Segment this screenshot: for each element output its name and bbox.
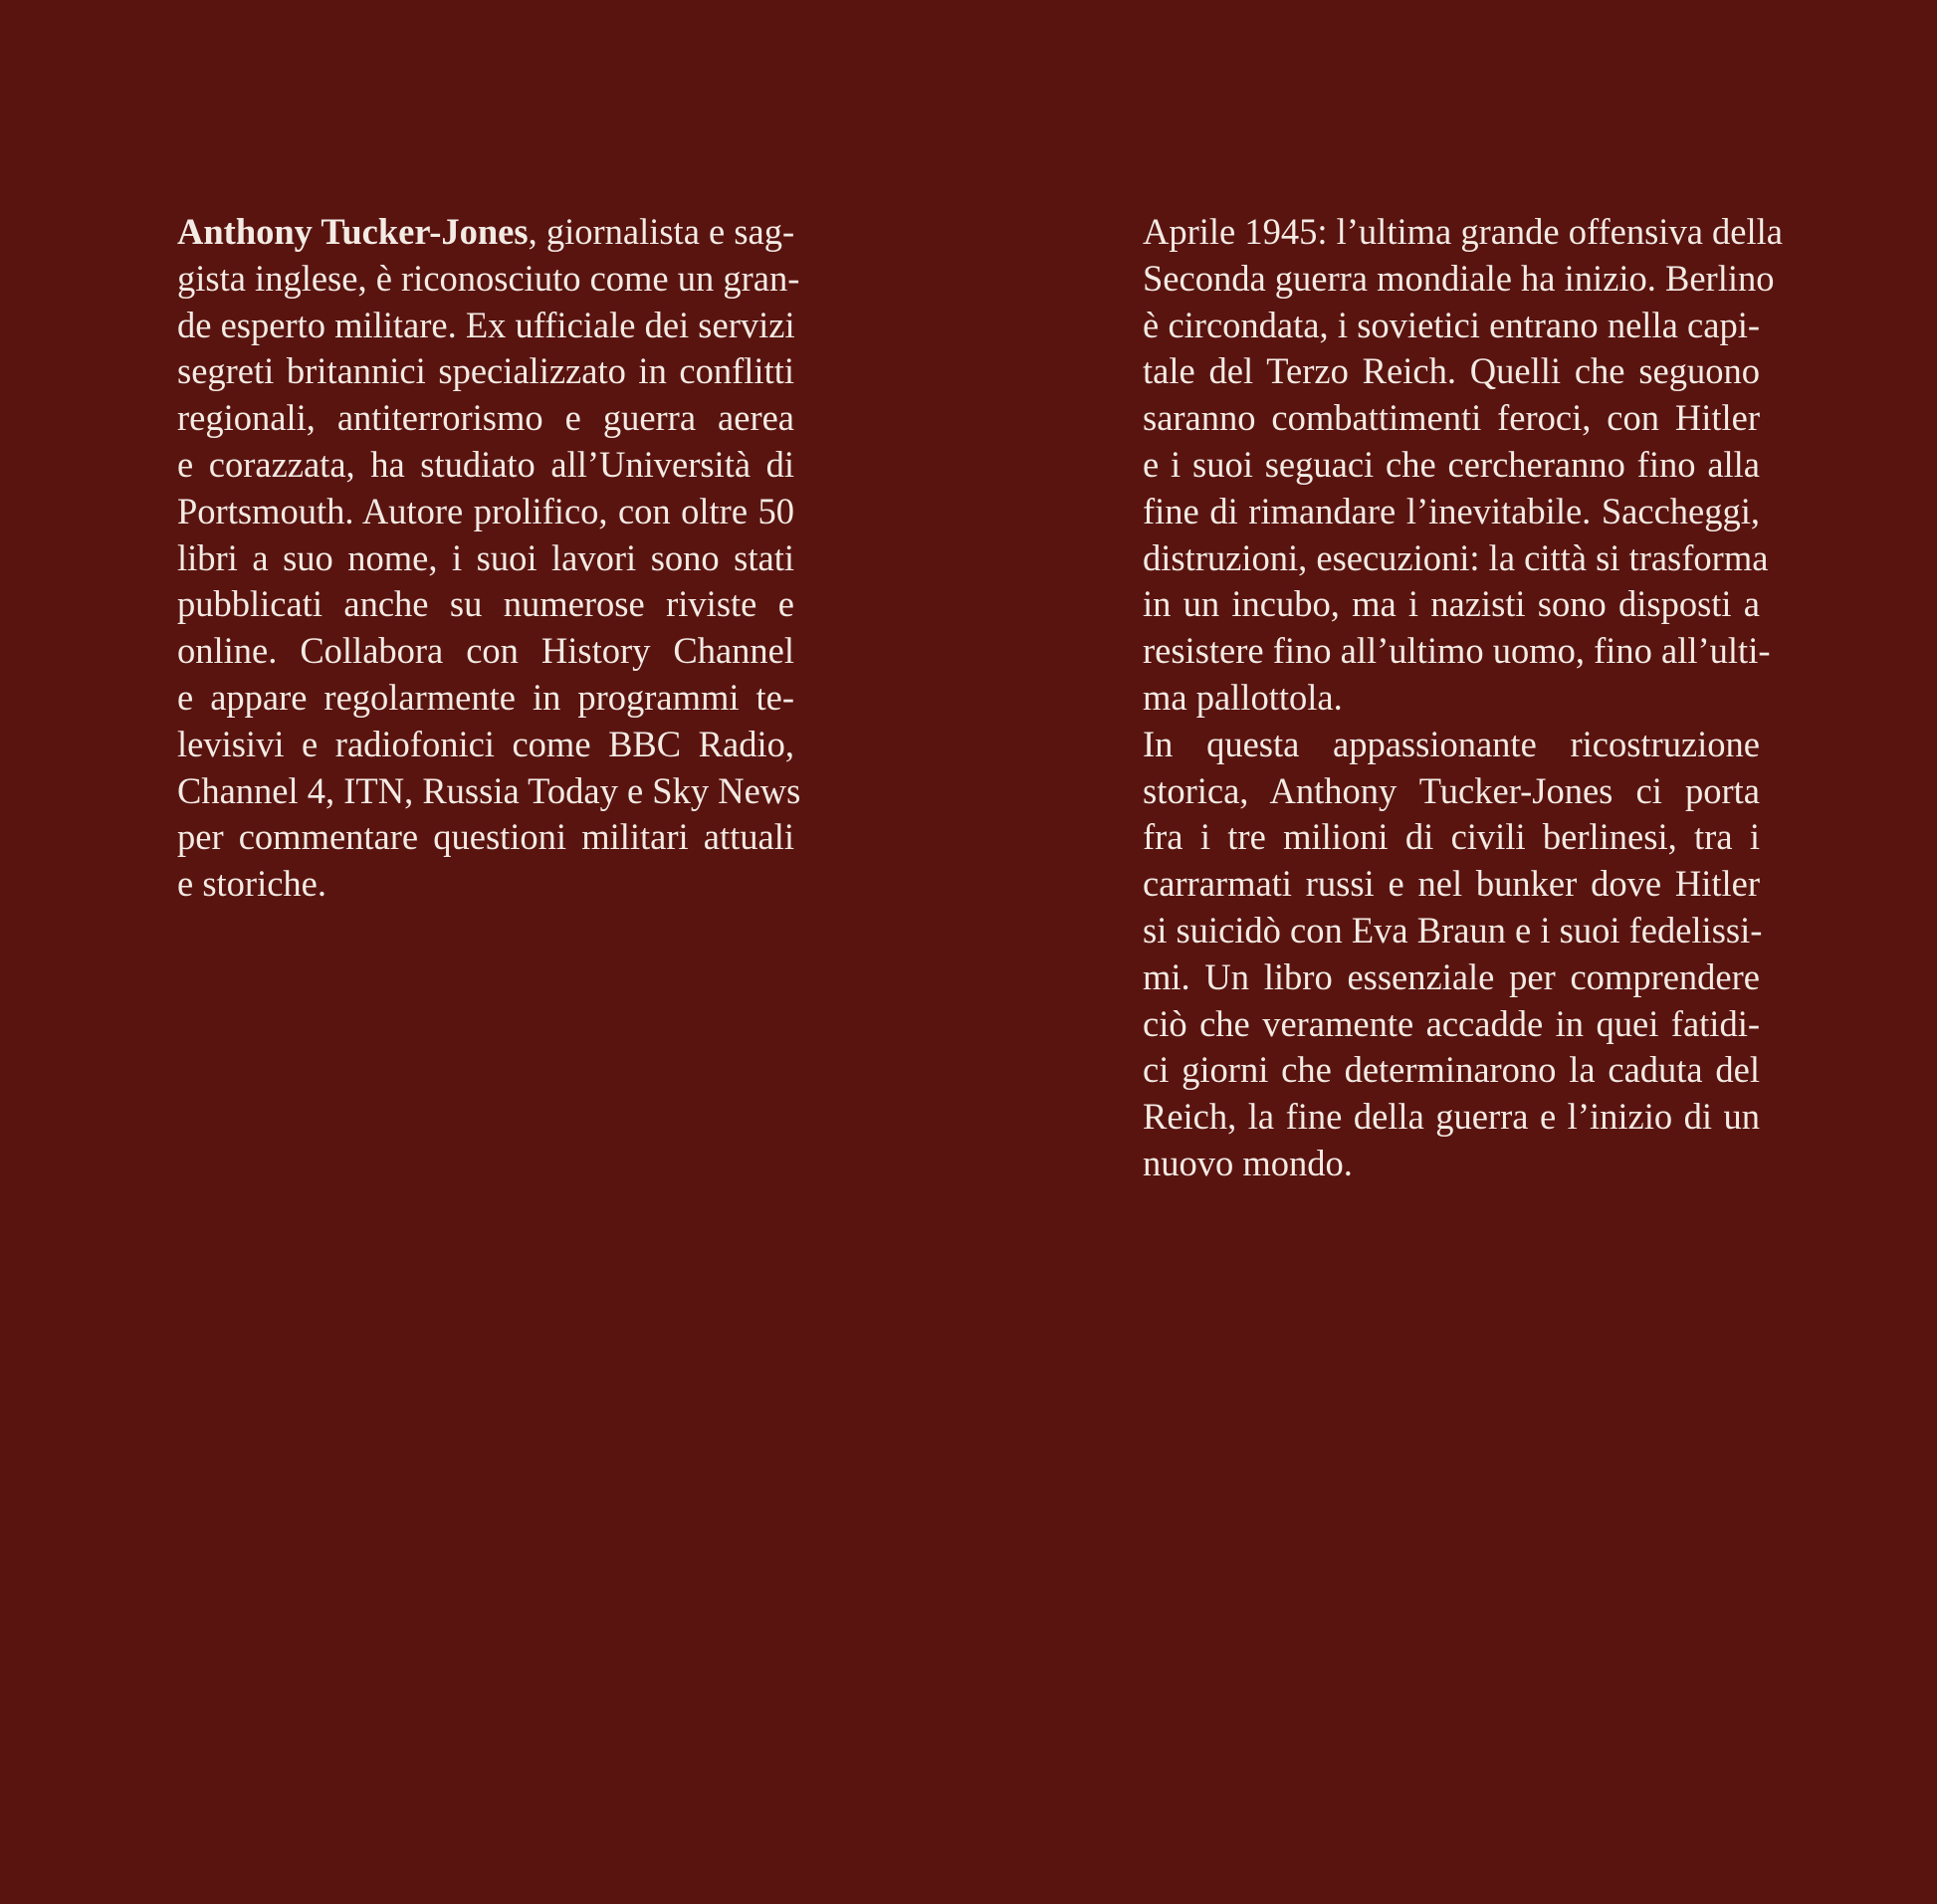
author-bio xyxy=(177,209,801,908)
blurb-line: tale del Terzo Reich. Quelli che seguono xyxy=(1143,350,1760,392)
blurb-line: Reich, la fine della guerra e l’inizio di un xyxy=(1143,1096,1760,1138)
blurb-line: fra i tre milioni di civili berlinesi, tra i xyxy=(1143,816,1760,858)
bio-line: e corazzata, ha studiato all’Università di xyxy=(177,443,794,485)
blurb-paragraph-2 xyxy=(1143,722,1763,1187)
bio-line: regionali, antiterrorismo e guerra aerea xyxy=(177,397,794,439)
bio-line: e storiche. xyxy=(177,863,326,905)
blurb-line: ma pallottola. xyxy=(1143,676,1343,718)
blurb-line: distruzioni, esecuzioni: la città si trasforma xyxy=(1143,536,1769,578)
bio-line: de esperto militare. Ex ufficiale dei servizi xyxy=(177,304,795,345)
bio-line: Channel 4, ITN, Russia Today e Sky News xyxy=(177,769,801,811)
book-blurb xyxy=(1143,209,1783,1187)
blurb-line: Aprile 1945: l’ultima grande offensiva della xyxy=(1143,211,1783,252)
blurb-line: resistere fino all’ultimo uomo, fino all’ulti- xyxy=(1143,630,1771,672)
blurb-line: fine di rimandare l’inevitabile. Saccheggi, xyxy=(1143,490,1760,531)
author-name: Anthony Tucker-Jones xyxy=(177,211,529,252)
bio-line: Portsmouth. Autore prolifico, con oltre 50 xyxy=(177,490,794,531)
bio-line: levisivi e radiofonici come BBC Radio, xyxy=(177,723,794,764)
blurb-line: In questa appassionante ricostruzione xyxy=(1143,723,1760,764)
bio-line: online. Collabora con History Channel xyxy=(177,630,794,672)
bio-line: per commentare questioni militari attuali xyxy=(177,816,794,858)
blurb-paragraph-1 xyxy=(1143,209,1783,722)
bio-line: gista inglese, è riconosciuto come un gran- xyxy=(177,257,800,299)
bio-line-text: , giornalista e sag- xyxy=(528,211,795,252)
bio-line xyxy=(177,209,794,256)
bio-line: libri a suo nome, i suoi lavori sono stati xyxy=(177,536,794,578)
blurb-line: saranno combattimenti feroci, con Hitler xyxy=(1143,397,1760,439)
blurb-line: ci giorni che determinarono la caduta del xyxy=(1143,1049,1760,1091)
blurb-line: e i suoi seguaci che cercheranno fino alla xyxy=(1143,443,1760,485)
blurb-line: storica, Anthony Tucker-Jones ci porta xyxy=(1143,769,1760,811)
bio-line: pubblicati anche su numerose riviste e xyxy=(177,583,794,625)
blurb-line: mi. Un libro essenziale per comprendere xyxy=(1143,955,1760,997)
blurb-line: si suicidò con Eva Braun e i suoi fedelissi- xyxy=(1143,909,1763,951)
blurb-line: carrarmati russi e nel bunker dove Hitler xyxy=(1143,863,1760,905)
bio-line: e appare regolarmente in programmi te- xyxy=(177,676,794,718)
blurb-line: è circondata, i sovietici entrano nella capi- xyxy=(1143,304,1760,345)
blurb-line: ciò che veramente accadde in quei fatidi- xyxy=(1143,1002,1760,1044)
blurb-line: Seconda guerra mondiale ha inizio. Berlino xyxy=(1143,257,1775,299)
bio-line: segreti britannici specializzato in conflitti xyxy=(177,350,794,392)
blurb-line: nuovo mondo. xyxy=(1143,1142,1353,1183)
blurb-line: in un incubo, ma i nazisti sono disposti a xyxy=(1143,583,1760,625)
